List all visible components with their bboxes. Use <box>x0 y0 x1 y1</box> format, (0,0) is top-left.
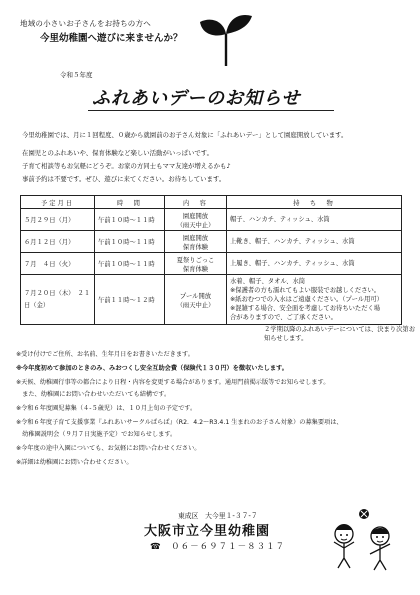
items-line: ※紙おむつでの入水はご遠慮ください。（プール用可） <box>230 296 383 303</box>
items-cell <box>227 209 402 231</box>
intro-paragraph: 子育て相談等もお気軽にどうぞ。お家の方同士もママ友達が増えるかも♪ <box>22 162 231 170</box>
content-line: （雨天中止） <box>176 221 215 229</box>
note-item: ※受け付けでご住所、お名前、生年月日をお書きいただきます。 <box>16 351 194 358</box>
content-cell <box>165 209 227 231</box>
content-line: プール開放 <box>179 292 212 300</box>
time-cell: 午前１０時〜１１時 <box>95 253 165 275</box>
content-line: 園庭開放 <box>182 212 209 220</box>
note-item: 幼稚園説明会（９月７日実施予定）でお知らせします。 <box>16 431 177 438</box>
school-name: 大阪市立今里幼稚園 <box>144 524 271 539</box>
table-header-row <box>21 196 402 209</box>
page-title: ふれあいデーのお知らせ <box>92 88 301 109</box>
time-cell: 午前１１時〜１２時 <box>95 275 165 325</box>
schedule-table <box>20 195 402 325</box>
note-item: ※令和６年度園児募集（４-５歳児）は、１０月上旬の予定です。 <box>16 405 197 412</box>
column-header: 内 容 <box>165 196 227 209</box>
items-line: 上靴き、帽子、ハンカチ、ティッシュ、水筒 <box>230 238 355 245</box>
note-item: ※詳細は幼稚園にお問い合わせください。 <box>16 459 133 466</box>
fiscal-year-label: 令和５年度 <box>60 71 93 79</box>
children-with-ball-illustration <box>322 508 402 572</box>
content-line: 保育体験 <box>182 265 209 273</box>
table-row <box>21 275 402 325</box>
date-cell: ６月１２日（月） <box>21 231 95 253</box>
note-item: また、幼稚園にお問い合わせいただいても結構です。 <box>16 391 171 398</box>
items-line: 上履き、帽子、ハンカチ、ティッシュ、水筒 <box>230 260 355 267</box>
items-cell <box>227 275 402 325</box>
date-cell: ７月２０日（木） ２１日（金） <box>21 275 95 325</box>
sprout-icon <box>196 8 256 68</box>
items-cell <box>227 253 402 275</box>
time-cell: 午前１０時〜１１時 <box>95 209 165 231</box>
items-line: 合がありますので、ご了承ください。 <box>230 314 337 321</box>
content-line: 保育体験 <box>182 243 209 251</box>
intro-paragraph: 今里幼稚園では、月に１回程度、０歳から就園前のお子さん対象に「ふれあいデー」として園庭開放しています。 <box>22 131 348 139</box>
note-item: ※今年度初めて参加のときのみ、みおつくし安全互助会費（保険代１３０円）を徴収いたします。 <box>16 365 288 372</box>
column-header: 予定月日 <box>21 196 95 209</box>
note-item: ※今年度の途中入園についても、お気軽にお問い合わせください。 <box>16 445 201 452</box>
phone-number: ☎ ０６－６９７１－８３１７ <box>150 542 286 552</box>
school-address: 東成区 大今里１-３７-７ <box>178 512 258 520</box>
intro-line-2: 今里幼稚園へ遊びに来ませんか？ <box>40 33 183 44</box>
intro-line-1: 地域の小さいお子さんをお持ちの方へ <box>20 19 151 28</box>
title-underline <box>88 110 334 111</box>
table-row <box>21 253 402 275</box>
items-cell <box>227 231 402 253</box>
items-line: ※混雑する場合、安全面を考慮してお待ちいただく場 <box>230 305 381 312</box>
date-cell: ５月２９日（月） <box>21 209 95 231</box>
content-cell <box>165 231 227 253</box>
items-line: 水着、帽子、タオル、水筒 <box>230 278 306 285</box>
items-line: ※保護者の方も濡れてもよい服装でお越しください。 <box>230 287 381 294</box>
content-line: 園庭開放 <box>182 234 209 242</box>
note-item: ※天候、幼稚園行事等の都合により日程・内容を変更する場合があります。通用門前掲示版等でお知らせします。 <box>16 379 330 386</box>
items-line: 帽子、ハンカチ、ティッシュ、水筒 <box>230 216 330 223</box>
content-cell <box>165 253 227 275</box>
intro-paragraph: 在園児とのふれあいや、保育体験など楽しい活動がいっぱいです。 <box>22 149 214 157</box>
content-line: 夏祭りごっこ <box>176 256 215 264</box>
content-line: （雨天中止） <box>176 301 215 309</box>
column-header: 時 間 <box>95 196 165 209</box>
time-cell: 午前１０時〜１１時 <box>95 231 165 253</box>
table-row <box>21 209 402 231</box>
column-header: 持 ち 物 <box>227 196 402 209</box>
intro-paragraph: 事前予約は不要です。ぜひ、遊びに来てください。お待ちしています。 <box>22 175 226 183</box>
schedule-note: ２学期以降のふれあいデーについては、決まり次第お知らせします。 <box>264 326 415 342</box>
date-cell: ７月 ４日（火） <box>21 253 95 275</box>
note-item: ※令和６年度子育て支援事業『ふれあいサークルぱらぱ』（R2．4.2〜R3.4.1 生まれのお子さん対象）の募集要項は、 <box>16 419 343 426</box>
table-row <box>21 231 402 253</box>
content-cell <box>165 275 227 325</box>
